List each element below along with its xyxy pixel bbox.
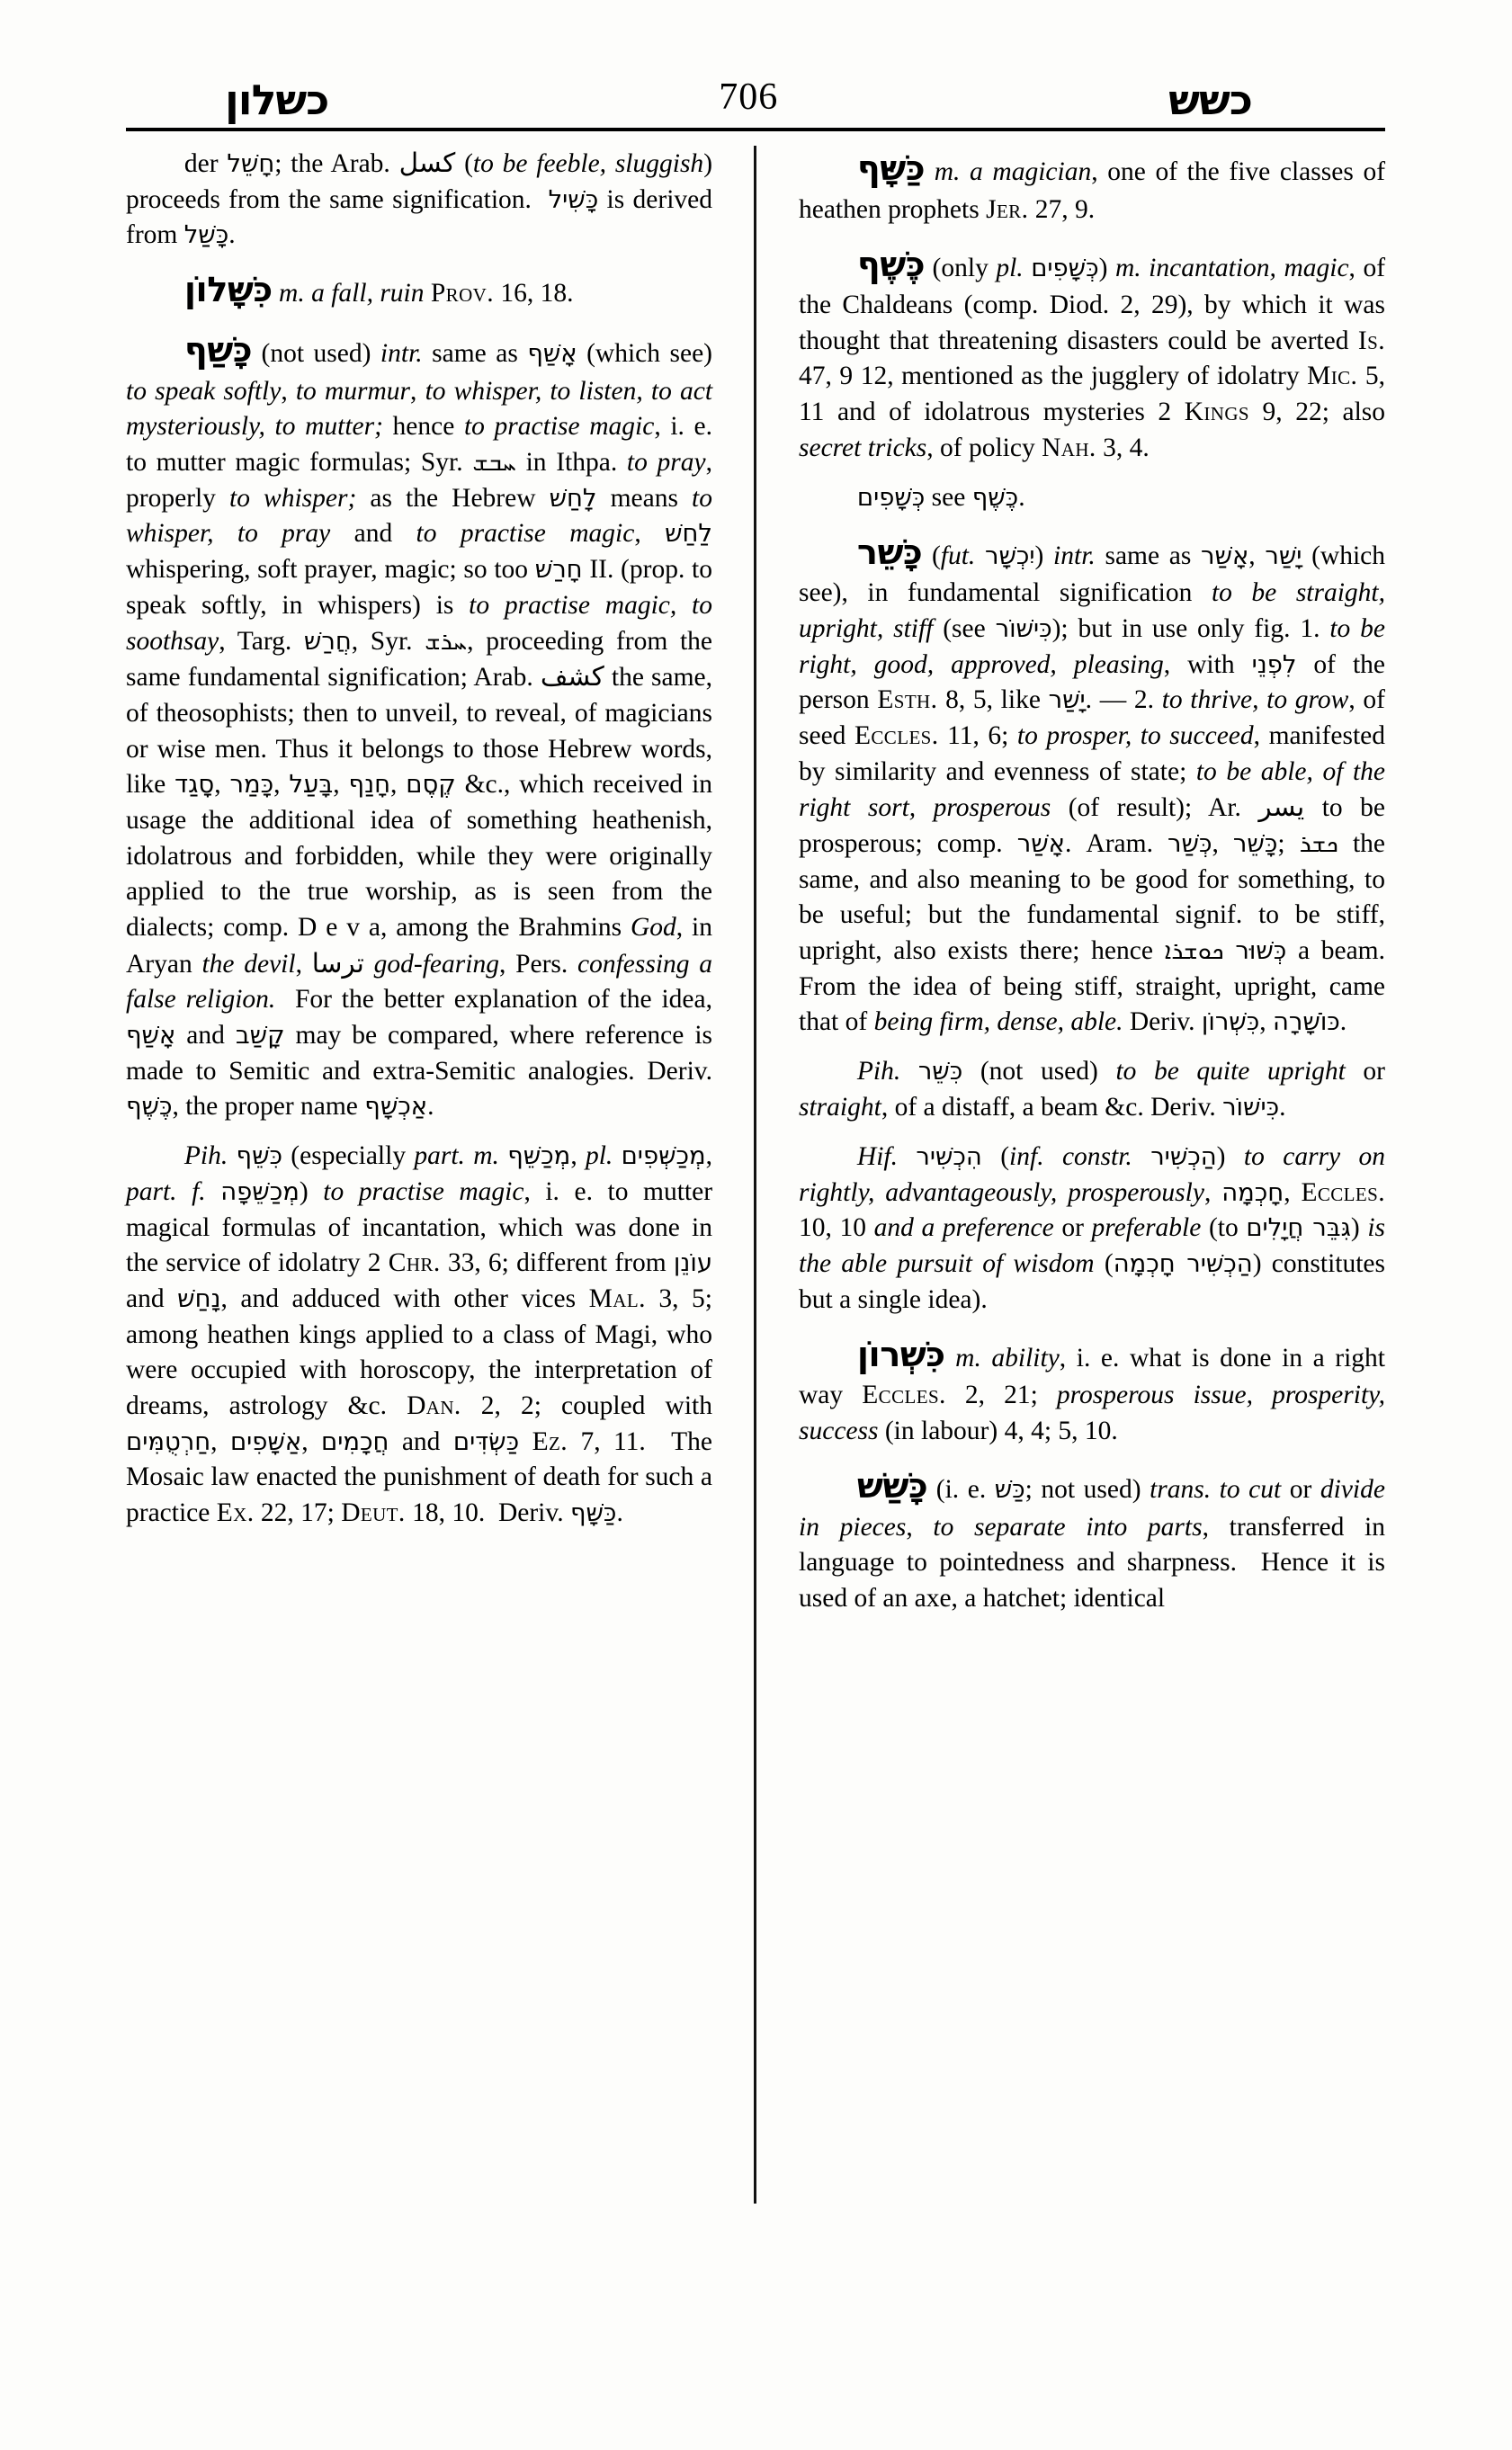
header-rule — [126, 128, 1385, 131]
entry-kishalon: כִּשָּׁלוֹן m. a fall, ruin Prov. 16, 18. — [183, 270, 574, 311]
left-text-column — [126, 146, 712, 1532]
column-container — [126, 146, 1385, 2196]
entry-kashaph-piel: Pih. כִּשֵּׁף (especially part. m. מְכַשֵּׁף, pl. מְכַשְּׁפִים, part. f. מְכַשֵּׁפָה) to practise magic, i. e. to mutter magical formulas of incantation, which was done in the service of idolatry 2 Chr. 33, 6; different from עוֹנֵן and נָחַשׁ, and adduced with other vices Mal. 3, 5; among heathen kings applied to a class of Magi, who were occupied with horoscopy, the interpretation of dreams, astrology &c. Dan. 2, 2; coupled with חַרְטֻמִּים, אַשָּׁפִים, חֲכָמִים and כַּשְׂדִּים Ez. 7, 11. The Mosaic law enacted the punishment of death for such a practice Ex. 22, 17; Deut. 18, 10. Deriv. כַּשָּׁף. — [126, 1141, 713, 1527]
entry-kasher-piel: Pih. כִּשֵּׁר (not used) to be quite upright or straight, of a distaff, a beam &c. Deriv. כִּישׁוֹר. — [799, 1057, 1386, 1122]
page-number: 706 — [719, 76, 779, 118]
right-text-column — [799, 146, 1385, 1617]
entry-kashash: כָּשַׁשׁ (i. e. כַּשׁ; not used) trans. to cut or divide in pieces, to separate into parts, transferred in language to pointedness and sharpness. Hence it is used of an axe, a hatchet; identical — [799, 1466, 1386, 1613]
column-divider-rule — [754, 146, 756, 2204]
running-head-left-catchword: כשלון — [225, 76, 329, 124]
running-head — [162, 58, 1349, 124]
entry-kasher-hiphil: Hif. הִכְשִׁיר (inf. constr. הַכְשִׁיר) to carry on rightly, advantageously, prosperously, חָכְמָה, Eccles. 10, 10 and a preference or preferable (to גִּבֵּר חֲיָלִים) is the able pursuit of wisdom (הַכְשִׁיר חָכְמָה) constitutes but a single idea). — [799, 1142, 1386, 1314]
running-head-right-catchword: כשש — [1168, 76, 1252, 124]
kashal-continuation: der חָשֵׁל; the Arab. كسل (to be feeble, sluggish) proceeds from the same signification. כָּשִׁיל is derived from כָּשַׁל. — [126, 148, 713, 250]
entry-kesheph: כֶּשֶׁף (only pl. כְּשָׁפִים) m. incantation, magic, of the Chaldeans (comp. Diod. 2, 29), by which it was thought that threatening disasters could be averted Is. 47, 9 12, mentioned as the jugglery of idolatry Mic. 5, 11 and of idolatrous mysteries 2 Kings 9, 22; also secret tricks, of policy Nah. 3, 4. — [799, 244, 1386, 462]
entry-kishron: כִּשְׁרוֹן m. ability, i. e. what is done in a right way Eccles. 2, 21; prosperous issue, prosperity, success (in labour) 4, 4; 5, 10. — [799, 1334, 1385, 1446]
entry-kasher: כָּשֵׁר (fut. יִכְשָׁר) intr. same as אָשַׁר, יָשַׁר (which see), in fundamental signification to be straight, upright, stiff (see כִּישׁוֹר); but in use only fig. 1. to be right, good, approved, pleasing, with לִפְנֵי of the person Esth. 8, 5, like יָשַׁר. — 2. to thrive, to grow, of seed Eccles. 11, 6; to prosper, to succeed, manifested by similarity and evenness of state; to be able, of the right sort, prosperous (of result); Ar. يسر to be prosperous; comp. אָשַׁר. Aram. כְּשַׁר, כָּשֵׁר; ܟܫܪ the same, and also meaning to be good for something, to be useful; but the fundamental signif. to be stiff, upright, also exists there; hence ܟܘܫܪܐ כְּשׁוּר a beam. From the idea of being stiff, straight, upright, came that of being firm, dense, able. Deriv. כִּשְׁרוֹן, כּוֹשָׁרָה. — [799, 532, 1386, 1037]
entry-kashaph: כָּשַׁף (not used) intr. same as אָשַׁף (which see) to speak softly, to murmur, to whisper, to listen, to act mysteriously, to mutter; hence to practise magic, i. e. to mutter magic formulas; Syr. ܚܒܫ in Ithpa. to pray, properly to whisper; as the Hebrew לָחַשׁ means to whisper, to pray and to practise magic, לַחַשׁ whispering, soft prayer, magic; so too חָרַשׁ II. (prop. to speak softly, in whispers) is to practise magic, to soothsay, Targ. חֲרַשׁ, Syr. ܚܪܫ, proceeding from the same fundamental signification; Arab. كشف the same, of theosophists; then to unveil, to reveal, of magicians or wise men. Thus it belongs to those Hebrew words, like סָגַד, כָּמַר, בָּעַל, חָנַף, קֶסֶם &c., which received in usage the additional idea of something heathenish, idolatrous and forbidden, while they were originally applied to the true worship, as is seen from the dialects; comp. D e v a, among the Brahmins God, in Aryan the devil, ترسا god-fearing, Pers. confessing a false religion. For the better explanation of the idea, אָשַׁף and קָשַׁב may be compared, where reference is made to Semitic and extra-Semitic analogies. Deriv. כֶּשֶׁף, the proper name אַכְשָׁף. — [126, 330, 713, 1122]
entry-kashshaph: כַּשָּׁף m. a magician, one of the five classes of heathen prophets Jer. 27, 9. — [799, 148, 1386, 224]
crossref-keshaphim: כְּשָׁפִים see כֶּשֶׁף. — [856, 482, 1025, 512]
